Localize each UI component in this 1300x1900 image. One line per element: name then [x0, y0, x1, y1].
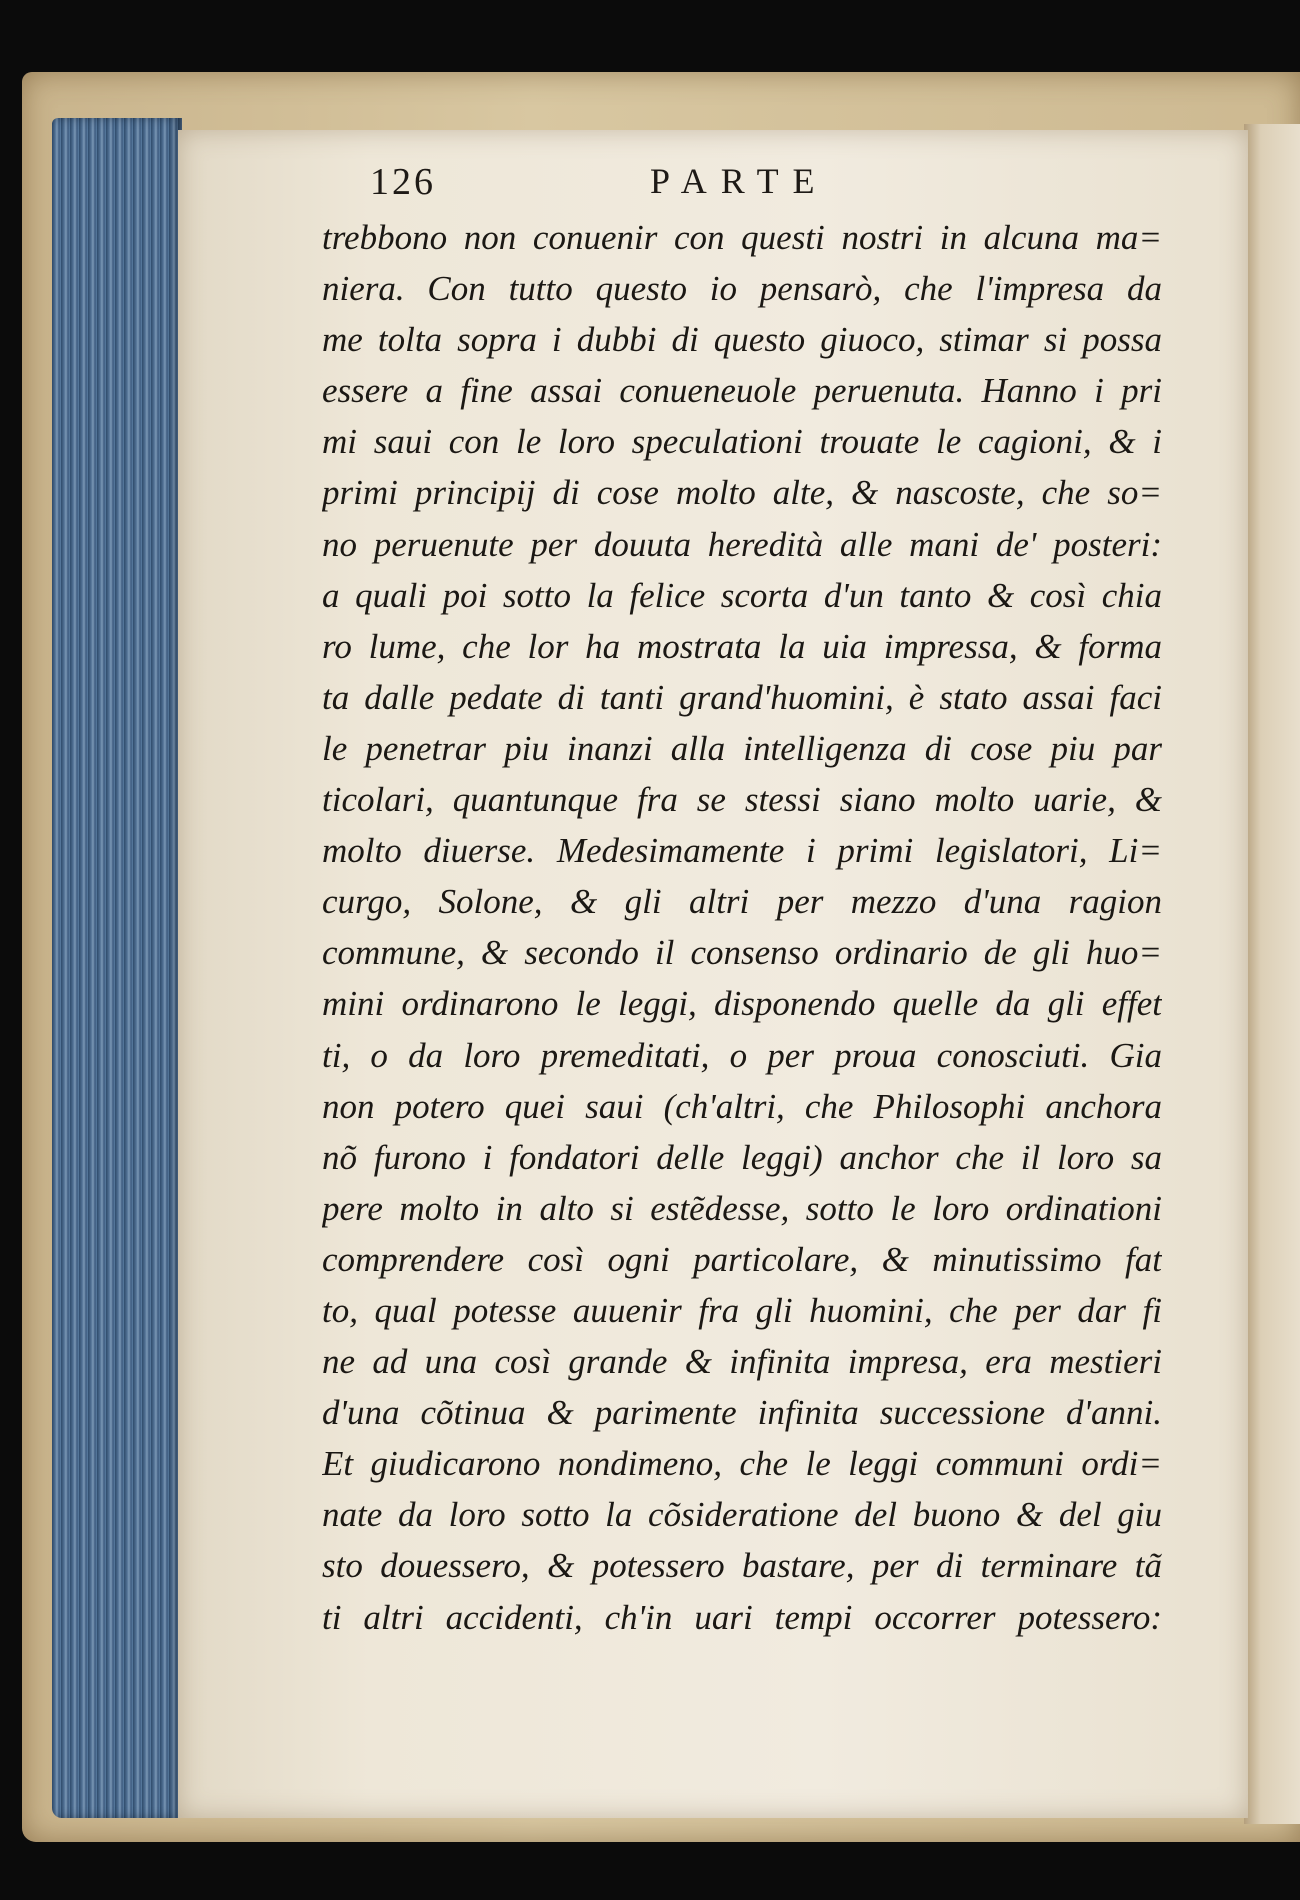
text-line: nate da loro sotto la cõsideratione del buono & del giu — [322, 1495, 1162, 1535]
text-line: le penetrar piu inanzi alla intelligenza di cose piu par — [322, 728, 1162, 768]
text-line: me tolta sopra i dubbi di questo giuoco, stimar si possa — [322, 320, 1162, 360]
text-line: no peruenute per douuta heredità alle mani de' posteri: — [322, 524, 1162, 564]
text-line: ne ad una così grande & infinita impresa, era mestieri — [322, 1342, 1162, 1382]
text-line: ta dalle pedate di tanti grand'huomini, è stato assai faci — [322, 677, 1162, 717]
body-text — [322, 212, 1162, 1643]
text-line: comprendere così ogni particolare, & minutissimo fat — [322, 1239, 1162, 1279]
text-line: nõ furono i fondatori delle leggi) anchor che il loro sa — [322, 1137, 1162, 1177]
page-header — [370, 160, 1070, 210]
page-number: 126 — [370, 161, 436, 203]
running-head: PARTE — [650, 161, 829, 201]
text-line: essere a fine assai conueneuole peruenuta. Hanno i pri — [322, 371, 1162, 411]
text-line: pere molto in alto si estẽdesse, sotto le loro ordinationi — [322, 1188, 1162, 1228]
text-line: ticolari, quantunque fra se stessi siano molto uarie, & — [322, 780, 1162, 820]
page-edges — [52, 118, 182, 1818]
text-line: non potero quei saui (ch'altri, che Philosophi anchora — [322, 1086, 1162, 1126]
text-line: a quali poi sotto la felice scorta d'un tanto & così chia — [322, 575, 1162, 615]
text-line: sto douessero, & potessero bastare, per di terminare tã — [322, 1546, 1162, 1586]
text-line: commune, & secondo il consenso ordinario de gli huo= — [322, 933, 1162, 973]
facing-page — [1244, 124, 1300, 1824]
text-line: mi saui con le loro speculationi trouate le cagioni, & i — [322, 422, 1162, 462]
text-line: d'una cõtinua & parimente infinita successione d'anni. — [322, 1393, 1162, 1433]
text-line: ti altri accidenti, ch'in uari tempi occorrer potessero: — [322, 1597, 1162, 1637]
text-line: curgo, Solone, & gli altri per mezzo d'una ragion — [322, 882, 1162, 922]
text-line: ro lume, che lor ha mostrata la uia impressa, & forma — [322, 626, 1162, 666]
text-line: trebbono non conuenir con questi nostri in alcuna ma= — [322, 218, 1162, 257]
text-line: to, qual potesse auuenir fra gli huomini, che per dar fi — [322, 1290, 1162, 1330]
text-line: niera. Con tutto questo io pensarò, che l'impresa da — [322, 269, 1162, 309]
text-line: ti, o da loro premeditati, o per proua conosciuti. Gia — [322, 1035, 1162, 1075]
text-line: primi principij di cose molto alte, & nascoste, che so= — [322, 473, 1162, 513]
text-line: molto diuerse. Medesimamente i primi legislatori, Li= — [322, 831, 1162, 871]
text-line: Et giudicarono nondimeno, che le leggi communi ordi= — [322, 1444, 1162, 1484]
text-line: mini ordinarono le leggi, disponendo quelle da gli effet — [322, 984, 1162, 1024]
